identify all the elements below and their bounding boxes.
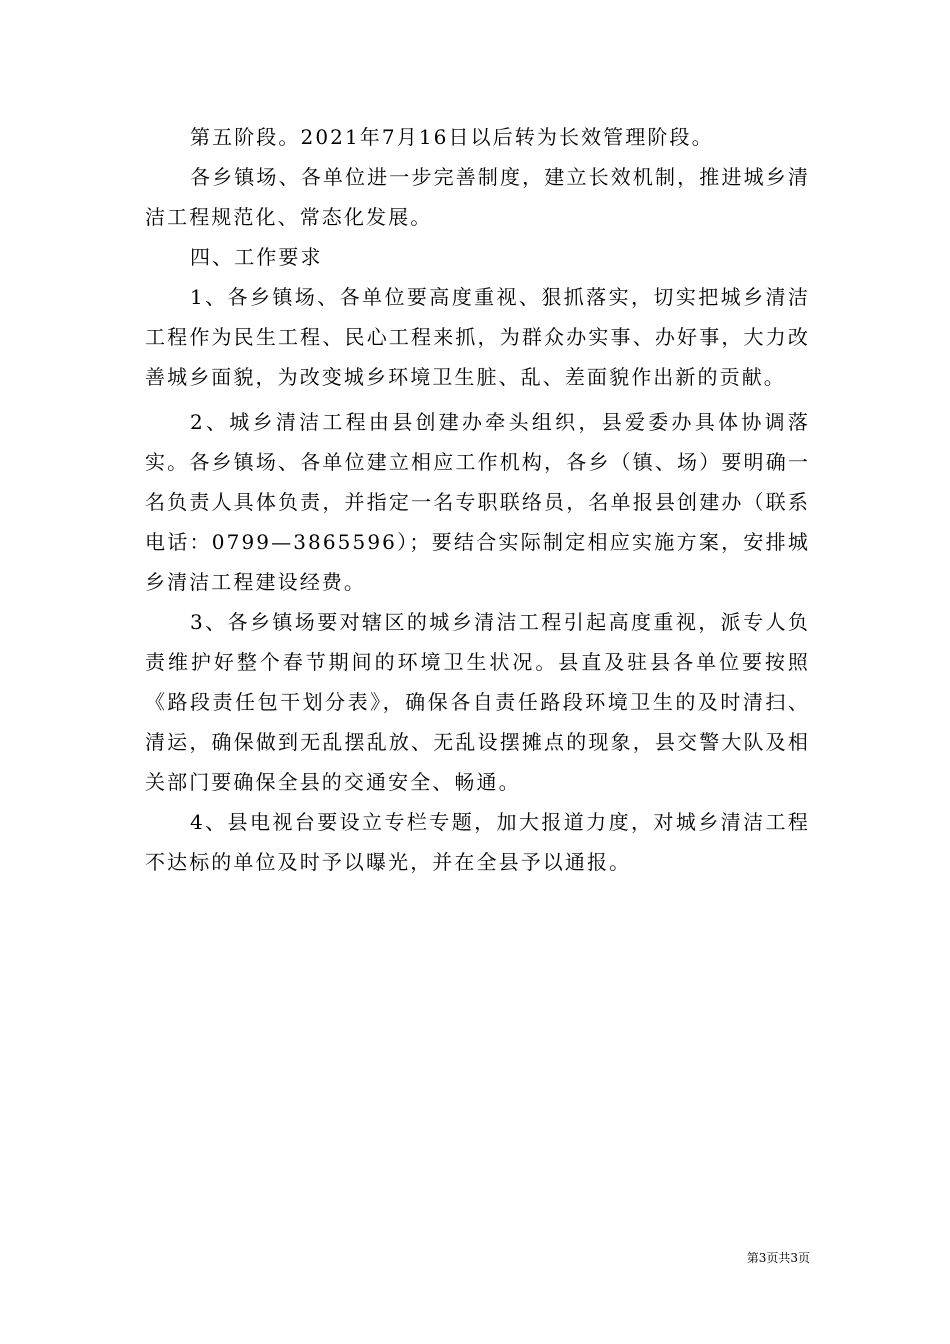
paragraph-requirement-4: 4、县电视台要设立专栏专题，加大报道力度，对城乡清洁工程不达标的单位及时予以曝光，并在全县予以通报。: [145, 810, 810, 874]
paragraph-requirement-1: 1、各乡镇场、各单位要高度重视、狠抓落实，切实把城乡清洁工程作为民生工程、民心工程来抓，为群众办实事、办好事，大力改善城乡面貌，为改变城乡环境卫生脏、乱、差面貌作出新的贡献。: [145, 285, 810, 389]
paragraph-requirement-3: 3、各乡镇场要对辖区的城乡清洁工程引起高度重视，派专人负责维护好整个春节期间的环境卫生状况。县直及驻县各单位要按照《路段责任包干划分表》，确保各自责任路段环境卫生的及时清扫、清运，确保做到无乱摆乱放、无乱设摆摊点的现象，县交警大队及相关部门要确保全县的交通安全、畅通。: [145, 610, 810, 794]
paragraph-long-term-mechanism: 各乡镇场、各单位进一步完善制度，建立长效机制，推进城乡清洁工程规范化、常态化发展。: [145, 165, 810, 229]
paragraph-phase-five: 第五阶段。2021年7月16日以后转为长效管理阶段。: [190, 125, 714, 149]
page-number-footer: 第3页共3页: [746, 1251, 810, 1265]
paragraph-requirement-2: 2、城乡清洁工程由县创建办牵头组织，县爱委办具体协调落实。各乡镇场、各单位建立相应工作机构，各乡（镇、场）要明确一名负责人具体负责，并指定一名专职联络员，名单报县创建办（联系电话：0799—3865596）；要结合实际制定相应实施方案，安排城乡清洁工程建设经费。: [145, 410, 810, 594]
section-heading-work-requirements: 四、工作要求: [190, 245, 323, 269]
document-body: [145, 117, 810, 882]
